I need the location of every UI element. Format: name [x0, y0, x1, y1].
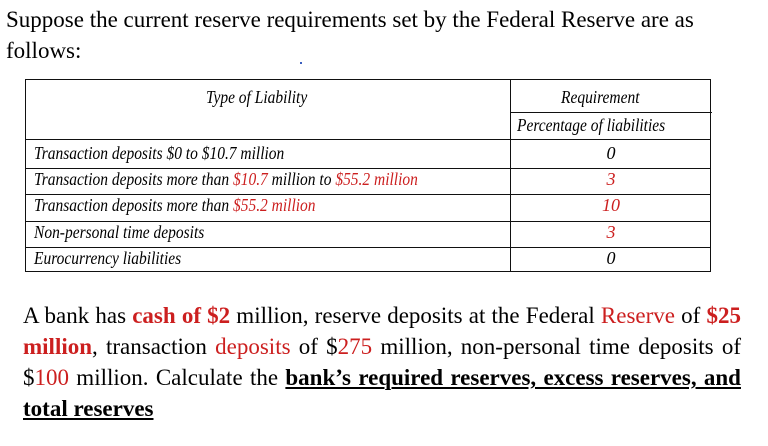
- decorative-dot: [300, 62, 302, 64]
- problem-text: , transaction: [92, 334, 216, 359]
- problem-paragraph: [23, 300, 741, 424]
- reserve-requirements-table: [25, 79, 711, 272]
- table-row-value: 10: [602, 195, 620, 215]
- transaction-value: 275: [337, 334, 373, 359]
- row-label-text: Transaction deposits more than: [34, 169, 233, 189]
- row-label-text: Transaction deposits more than: [34, 195, 233, 215]
- table-row-value: 0: [606, 248, 616, 268]
- header-type-of-liability: Type of Liability: [206, 87, 308, 107]
- table-row-label: [34, 247, 181, 269]
- time-deposits-value: 100: [34, 365, 69, 390]
- intro-text: Suppose the current reserve requirements set by the Federal Reserve are as follows:: [6, 7, 694, 63]
- row-label-text: million to: [267, 169, 336, 189]
- table-row-label: [34, 221, 204, 243]
- row-label-text: Transaction deposits $0 to $10.7 million: [34, 143, 285, 163]
- cash-value: $2: [207, 303, 231, 328]
- table-row-label: [34, 194, 316, 216]
- problem-text: million, non-personal time deposits of $: [23, 334, 741, 390]
- row-label-text: Eurocurrency liabilities: [34, 248, 182, 268]
- table-row-label: [34, 142, 284, 164]
- header-requirement: Requirement: [561, 87, 640, 107]
- row-label-red-text: $55.2 million: [232, 195, 316, 215]
- reserve-word: Reserve: [600, 303, 675, 328]
- problem-text: of: [675, 303, 707, 328]
- table-row-label: [34, 168, 418, 190]
- problem-text: of $: [290, 334, 338, 359]
- question-text: bank’s required reserves, excess reserves, and total reserves: [23, 365, 741, 421]
- header-percentage: Percentage of liabilities: [517, 115, 666, 135]
- problem-text: A bank has: [23, 303, 133, 328]
- table-row-value: 3: [606, 222, 616, 242]
- header-divider: [510, 112, 712, 113]
- deposits-word: deposits: [215, 334, 291, 359]
- reserve-deposits-amount: $25 million: [23, 303, 741, 359]
- table-row-value: 0: [606, 143, 616, 163]
- header-bottom-line: [26, 139, 710, 140]
- table-row-value: 3: [606, 169, 616, 189]
- row-label-red-text: $55.2 million: [335, 169, 418, 189]
- problem-text: million, reserve deposits at the Federal: [230, 303, 601, 328]
- row-label-red-text: $10.7: [232, 169, 268, 189]
- problem-text: million. Calculate the: [69, 365, 286, 390]
- row-label-text: Non-personal time deposits: [34, 222, 205, 242]
- cash-label: cash of: [132, 303, 208, 328]
